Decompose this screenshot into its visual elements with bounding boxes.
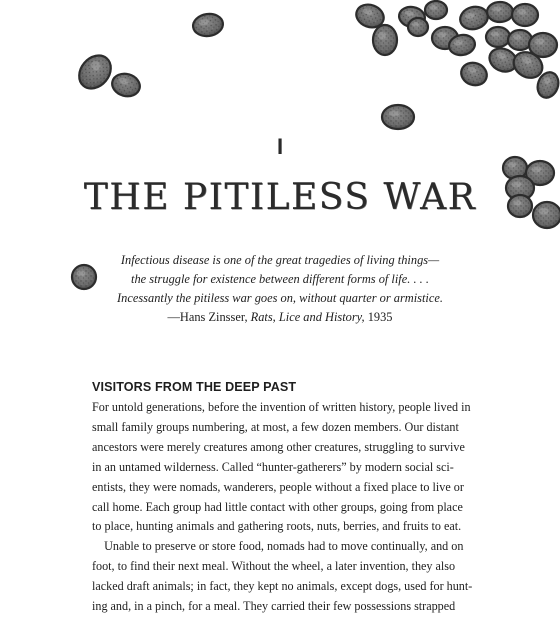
attribution-year: 1935 <box>364 310 393 324</box>
body-line: call home. Each group had little contact with other groups, going from place <box>92 499 463 514</box>
microbe-cell-highlight <box>532 166 542 172</box>
microbe-cell-texture <box>505 159 526 178</box>
microbe-cell-texture <box>488 29 509 46</box>
body-line: Unable to preserve or store food, nomads had to move continually, and on <box>92 539 464 554</box>
body-line: lacked draft animals; in fact, they kept no animals, except dogs, used for hunt- <box>92 579 473 594</box>
microbe-cell-highlight <box>535 38 545 44</box>
attribution-book-title: Rats, Lice and History, <box>250 310 365 324</box>
epigraph-line: the struggle for existence between different forms of life. . . . <box>131 272 429 286</box>
microbe-cell-texture <box>410 20 427 35</box>
microbe-cell-texture <box>489 4 512 21</box>
section-heading: VISITORS FROM THE DEEP PAST <box>92 380 297 394</box>
microbe-cell-texture <box>384 107 413 128</box>
microbe-cell-highlight <box>412 22 419 27</box>
microbe-cell-highlight <box>492 7 501 12</box>
body-line: to place, hunting animals and gathering roots, nuts, berries, and fruits to eat. <box>92 519 462 534</box>
epigraph-attribution <box>0 308 560 327</box>
body-text <box>92 398 472 617</box>
epigraph-line: Incessantly the pitiless war goes on, without quarter or armistice. <box>117 291 443 305</box>
microbe-cell-highlight <box>378 32 386 40</box>
microbe-cell-texture <box>531 35 556 56</box>
microbe-cell-highlight <box>437 32 446 38</box>
microbe-cell-highlight <box>517 9 526 15</box>
chapter-number: I <box>276 134 284 159</box>
attribution-author: —Hans Zinsser, <box>167 310 251 324</box>
microbe-cell-texture <box>514 6 537 25</box>
microbe-cell-highlight <box>508 162 516 168</box>
body-line: entists, they were nomads, wanderers, people without a fixed place to live or <box>92 479 464 494</box>
body-line: For untold generations, before the invention of written history, people lived in <box>92 400 471 414</box>
microbe-cell-texture <box>427 3 446 18</box>
microbe-cell-highlight <box>513 35 521 40</box>
chapter-title: THE PITILESS WAR <box>83 177 477 218</box>
body-line: small family groups numbering, at most, a few dozen members. Our distant <box>92 419 459 434</box>
body-line: foot, to find their next meal. Without the wheel, a later invention, they also <box>92 559 456 574</box>
microbe-cell-highlight <box>388 110 399 116</box>
body-line: ancestors were merely creatures among other creatures, struggling to survive <box>92 439 465 454</box>
microbe-cell-highlight <box>491 32 499 37</box>
epigraph <box>0 251 560 327</box>
microbe-cell-texture <box>510 32 531 49</box>
body-line: in an untamed wilderness. Called “hunter-gatherers” by modern social sci- <box>92 459 454 474</box>
epigraph-line: Infectious disease is one of the great tragedies of living things— <box>120 253 440 267</box>
microbe-cell-highlight <box>429 5 437 10</box>
microbe-cell-texture <box>375 27 396 54</box>
body-line: ing and, in a pinch, for a meal. They carried their few possessions strapped <box>92 599 456 614</box>
